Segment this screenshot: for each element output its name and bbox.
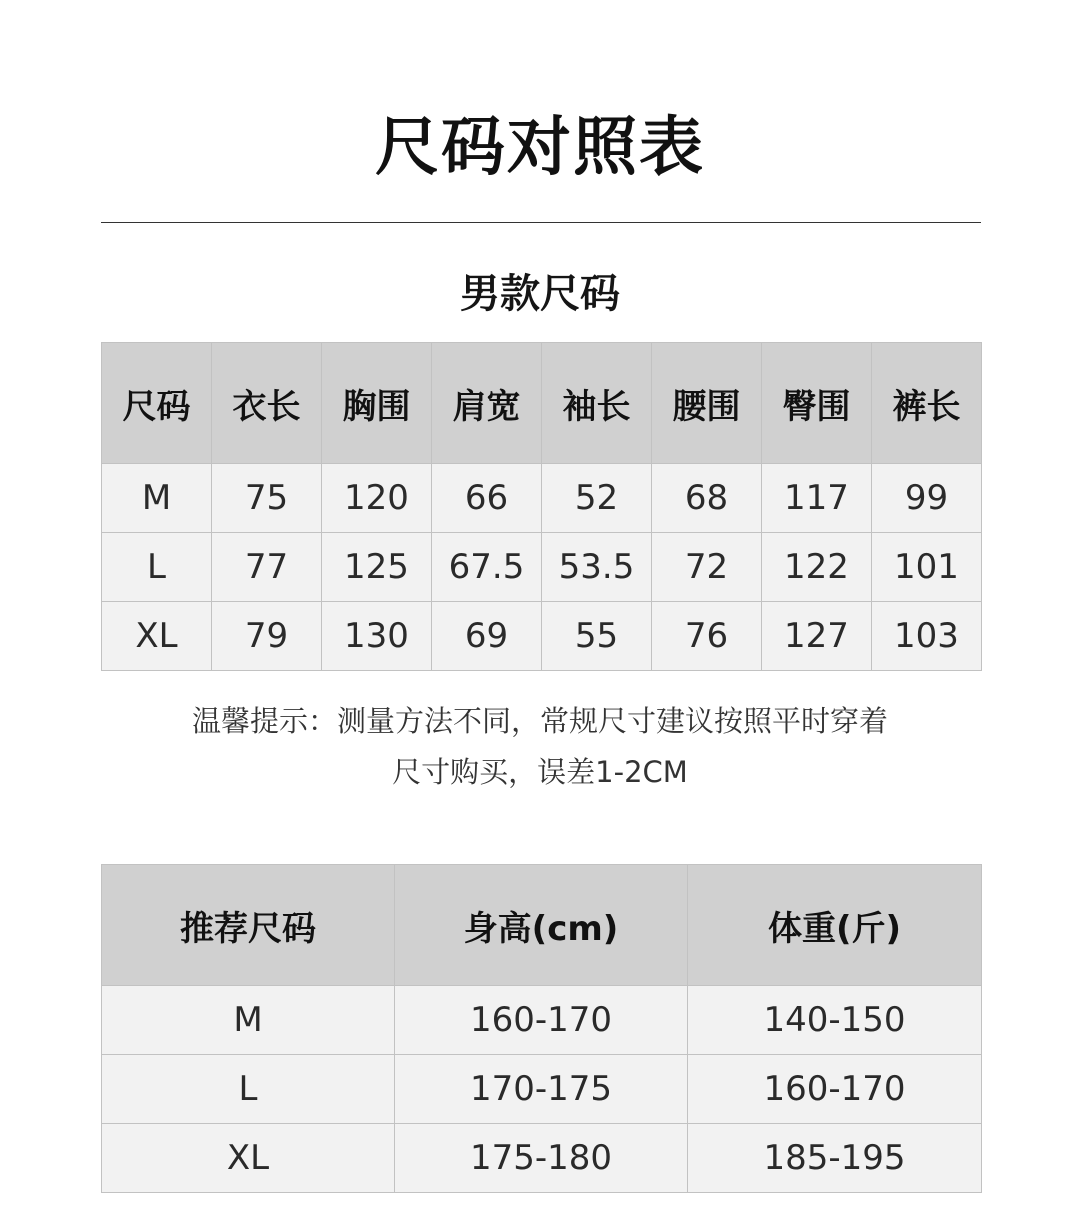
recommend-size-table [101,864,982,1193]
tip-line-1: 温馨提示：测量方法不同，常规尺寸建议按照平时穿着 [191,704,888,738]
size-table-header-cell: 胸围 [322,343,432,464]
table-cell: 101 [872,533,982,602]
table-row [102,1055,982,1124]
size-table-header-cell: 衣长 [212,343,322,464]
table-cell: 160-170 [395,986,688,1055]
size-table-header-cell: 腰围 [652,343,762,464]
size-table-header-cell: 袖长 [542,343,652,464]
table-row [102,464,982,533]
table-cell: 75 [212,464,322,533]
table-cell: L [102,1055,395,1124]
table-cell: 76 [652,602,762,671]
table-cell: 185-195 [688,1124,982,1193]
size-table-header-row [102,343,982,464]
table-cell: 122 [762,533,872,602]
table-cell: M [102,464,212,533]
table-cell: 66 [432,464,542,533]
table-cell: 69 [432,602,542,671]
tip-line-2: 尺寸购买，误差1-2CM [392,755,688,789]
table-cell: 140-150 [688,986,982,1055]
table-cell: 77 [212,533,322,602]
table-cell: 160-170 [688,1055,982,1124]
table-cell: L [102,533,212,602]
size-table-header-cell: 臀围 [762,343,872,464]
table-cell: M [102,986,395,1055]
table-row [102,986,982,1055]
size-table-header-cell: 尺码 [102,343,212,464]
table-row [102,602,982,671]
table-cell: XL [102,602,212,671]
table-cell: 127 [762,602,872,671]
recommend-table-header-cell: 体重(斤) [688,865,982,986]
table-row [102,533,982,602]
table-cell: 120 [322,464,432,533]
table-cell: 52 [542,464,652,533]
table-cell: 170-175 [395,1055,688,1124]
table-cell: 117 [762,464,872,533]
table-cell: 175-180 [395,1124,688,1193]
table-cell: 103 [872,602,982,671]
table-cell: 67.5 [432,533,542,602]
recommend-table-header-cell: 身高(cm) [395,865,688,986]
size-table-header-cell: 肩宽 [432,343,542,464]
page-title: 尺码对照表 [375,111,705,185]
table-cell: 99 [872,464,982,533]
table-cell: 130 [322,602,432,671]
table-cell: 125 [322,533,432,602]
table-cell: 72 [652,533,762,602]
section-title: 男款尺码 [460,271,620,317]
table-cell: 79 [212,602,322,671]
table-cell: 53.5 [542,533,652,602]
recommend-table-header-cell: 推荐尺码 [102,865,395,986]
title-divider [101,222,981,223]
table-cell: 68 [652,464,762,533]
table-cell: XL [102,1124,395,1193]
size-table-header-cell: 裤长 [872,343,982,464]
size-chart-table [101,342,982,671]
tip-note [0,696,1080,798]
recommend-table-header-row [102,865,982,986]
table-row [102,1124,982,1193]
table-cell: 55 [542,602,652,671]
